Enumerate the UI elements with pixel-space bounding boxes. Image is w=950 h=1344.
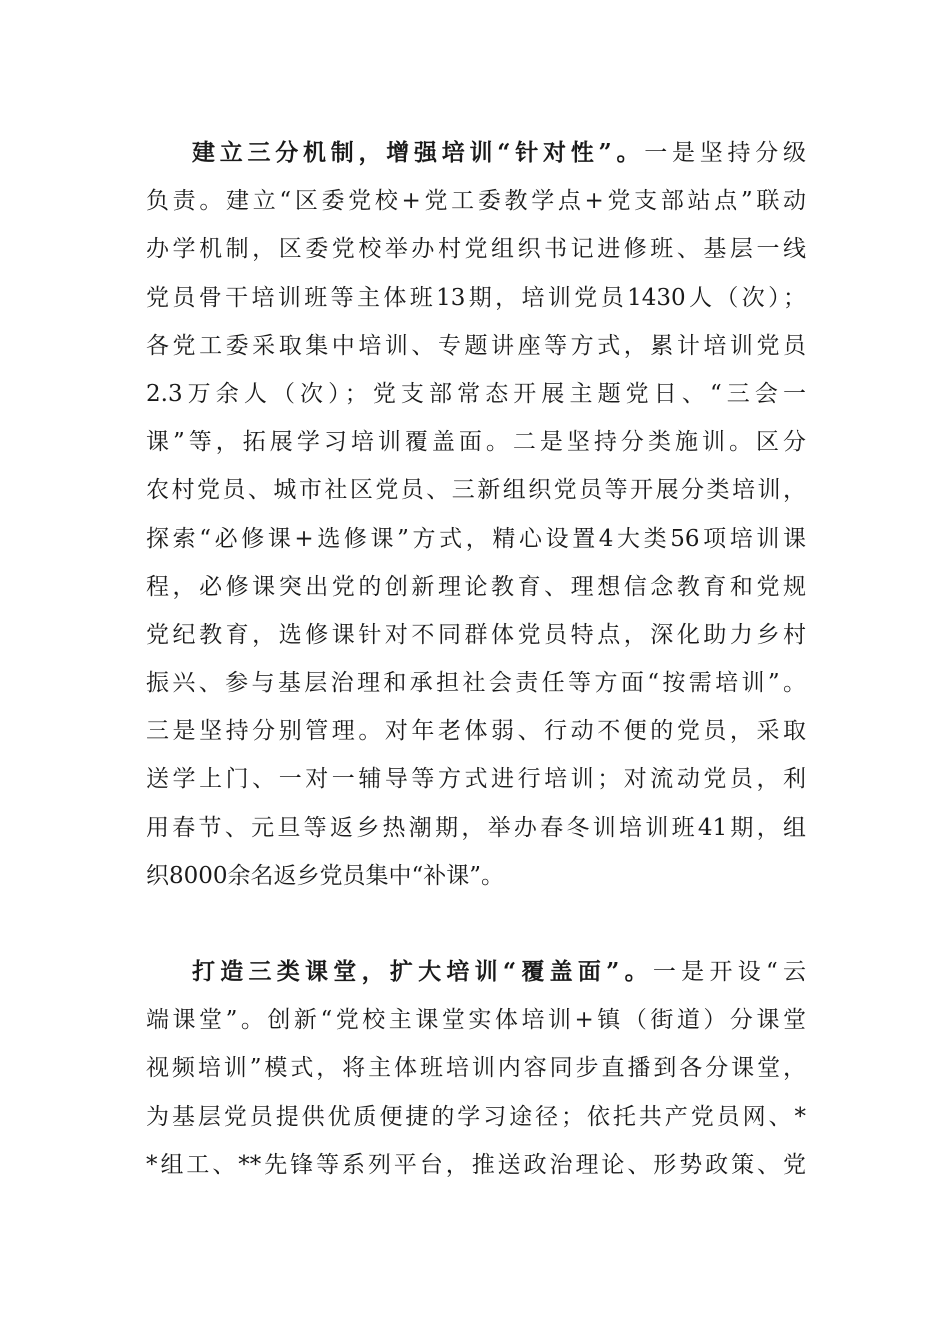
text-line: 三是坚持分别管理。对年老体弱、行动不便的党员，采取	[146, 718, 806, 745]
text-line: 负责。建立“区委党校+党工委教学点+党支部站点”联动	[146, 188, 806, 215]
text-line: 各党工委采取集中培训、专题讲座等方式，累计培训党员	[146, 332, 806, 359]
paragraph-three-mechanisms	[146, 129, 806, 900]
text-line: 2.3万余人（次）；党支部常态开展主题党日、“三会一	[146, 380, 806, 407]
text-line: 一是开设“云	[652, 959, 806, 985]
paragraph-heading: 打造三类课堂，扩大培训“覆盖面”。	[192, 958, 653, 985]
text-line: 端课堂”。创新“党校主课堂实体培训+镇（街道）分课堂	[146, 1007, 806, 1034]
text-line: 用春节、元旦等返乡热潮期，举办春冬训培训班41期，组	[146, 814, 806, 841]
text-line: 党员骨干培训班等主体班13期，培训党员1430人（次）；	[146, 284, 806, 311]
text-line: 农村党员、城市社区党员、三新组织党员等开展分类培训，	[146, 477, 806, 504]
paragraph-heading: 建立三分机制，增强培训“针对性”。	[192, 139, 645, 166]
text-line: *组工、**先锋等系列平台，推送政治理论、形势政策、党	[146, 1151, 806, 1178]
text-line: 党纪教育，选修课针对不同群体党员特点，深化助力乡村	[146, 621, 806, 648]
text-line: 课”等，拓展学习培训覆盖面。二是坚持分类施训。区分	[146, 429, 806, 456]
paragraph-first-line	[146, 129, 806, 177]
text-line: 振兴、参与基层治理和承担社会责任等方面“按需培训”。	[146, 670, 806, 697]
text-line: 程，必修课突出党的创新理论教育、理想信念教育和党规	[146, 573, 806, 600]
text-line: 为基层党员提供优质便捷的学习途径；依托共产党员网、*	[146, 1103, 806, 1130]
text-line: 一是坚持分级	[644, 140, 806, 166]
text-line: 送学上门、一对一辅导等方式进行培训；对流动党员，利	[146, 766, 806, 793]
text-line: 织8000余名返乡党员集中“补课”。	[146, 862, 505, 889]
text-line: 探索“必修课+选修课”方式，精心设置4大类56项培训课	[146, 525, 806, 552]
paragraph-spacer	[146, 900, 806, 948]
paragraph-three-classrooms	[146, 948, 806, 1189]
text-line: 办学机制，区委党校举办村党组织书记进修班、基层一线	[146, 236, 806, 263]
document-body	[146, 129, 806, 1189]
paragraph-first-line	[146, 948, 806, 996]
text-line: 视频培训”模式，将主体班培训内容同步直播到各分课堂，	[146, 1055, 806, 1082]
